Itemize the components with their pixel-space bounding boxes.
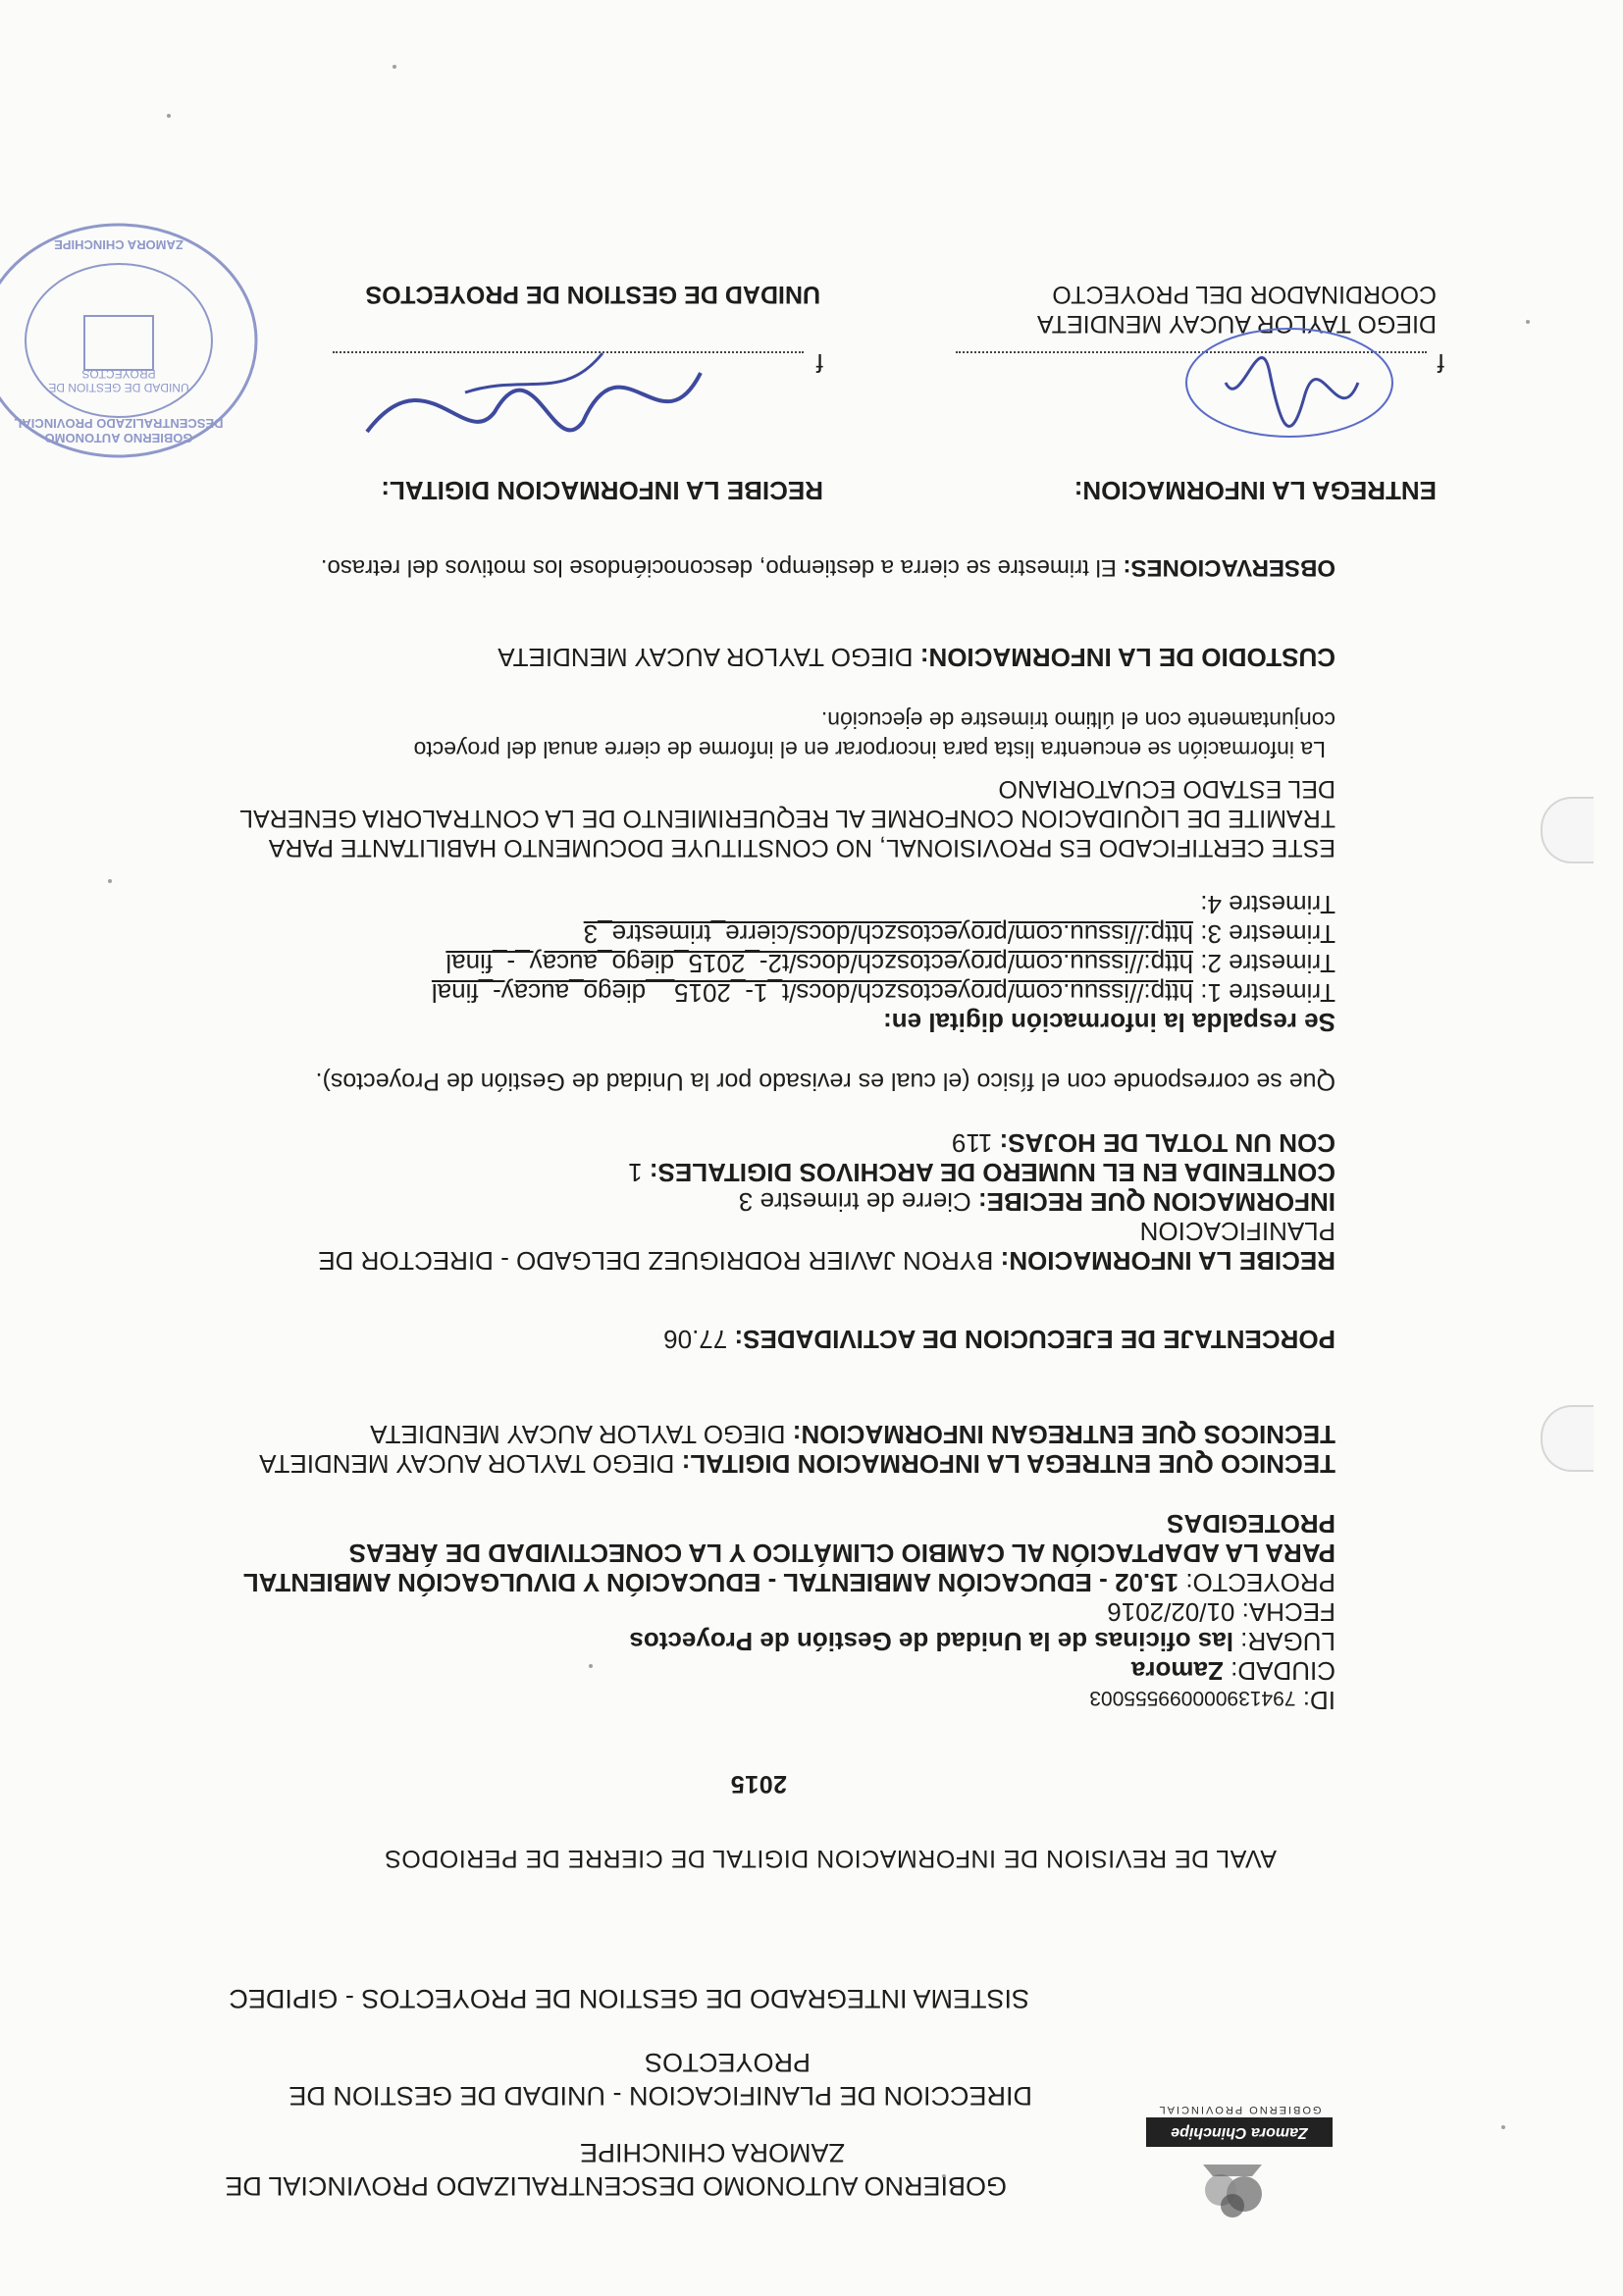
- scan-speck: [108, 879, 112, 883]
- left-signer-name: DIEGO TAYLOR AUCAY MENDIETA: [1036, 310, 1437, 338]
- proyecto-line2: PARA LA ADAPTACIÓN AL CAMBIO CLIMÁTICO Y LA CONECTIVIDAD DE ÁREAS: [348, 1539, 1335, 1568]
- proyecto-line1: 15.02 - EDUCACIÓN AMBIENTAL - EDUCACIÓN Y DIVULGACIÓN AMBIENTAL: [242, 1568, 1179, 1597]
- respaldo-heading: Se respalda la información digital en:: [883, 1008, 1335, 1037]
- right-handwritten-signature: [347, 324, 720, 461]
- tecnicos-value: DIEGO TAYLOR AUCAY MENDIETA: [370, 1420, 786, 1449]
- scan-speck: [589, 1664, 593, 1668]
- hojas-label: CON UN TOTAL DE HOJAS:: [999, 1128, 1335, 1158]
- proyecto-row: [243, 1568, 1335, 1597]
- trimestre-label: Trimestre 3:: [1200, 919, 1335, 949]
- info-value: Cierre de trimestre 3: [738, 1187, 971, 1217]
- recibe-heading: RECIBE LA INFORMACION DIGITAL:: [381, 476, 823, 505]
- left-handwritten-signature: [1181, 324, 1397, 451]
- id-value: 794139000099555003: [1089, 1687, 1296, 1709]
- tecnico-row: [259, 1449, 1335, 1479]
- cert-line1: ESTE CERTIFICADO ES PROVISIONAL, NO CONSTITUYE DOCUMENTO HABILITANTE PARA: [268, 834, 1335, 861]
- hojas-value: 119: [951, 1128, 993, 1158]
- left-signer-role: COORDINADOR DEL PROYECTO: [1052, 281, 1437, 308]
- lista-line1: La información se encuentra lista para incorporar en el informe de cierre anual del proyecto: [413, 737, 1326, 762]
- proyecto-label: PROYECTO:: [1185, 1568, 1335, 1597]
- custodio-label: CUSTODIO DE LA INFORMACION:: [919, 643, 1335, 672]
- scan-speck: [167, 114, 171, 118]
- official-stamp: [0, 218, 261, 463]
- cert-line2: TRAMITE DE LIQUIDACION CONFORME AL REQUERIMIENTO DE LA CONTRALORIA GENERAL: [239, 805, 1335, 832]
- punch-hole: [1541, 1405, 1594, 1472]
- lista-line2: conjuntamente con el último trimestre de ejecución.: [820, 707, 1335, 733]
- trimestre-url[interactable]: http://issuu.com/proyectoszch/docs/t2-_2015_diego_aucay_-_final: [445, 949, 1194, 978]
- porcentaje-value: 77.06: [663, 1325, 728, 1354]
- stamp-bottom-text: ZAMORA CHINCHIPE: [54, 237, 183, 252]
- dept-line2: PROYECTOS: [644, 2048, 811, 2077]
- system-name: SISTEMA INTEGRADO DE GESTION DE PROYECTOS - GIPIDEC: [229, 1984, 1029, 2013]
- trimestre-label: Trimestre 2:: [1200, 949, 1335, 978]
- id-label: ID:: [1302, 1686, 1335, 1715]
- recibe-value-line2: PLANIFICACION: [1139, 1217, 1335, 1246]
- contenida-row: [628, 1158, 1335, 1187]
- scan-speck: [1501, 2125, 1505, 2129]
- punch-hole: [1541, 797, 1594, 863]
- scan-speck: [393, 65, 396, 69]
- contenida-label: CONTENIDA EN EL NUMERO DE ARCHIVOS DIGITALES:: [649, 1158, 1335, 1187]
- recibe-value-line1: BYRON JAVIER RODRIGUEZ DELGADO - DIRECTOR DE: [318, 1246, 994, 1276]
- trimestre-url[interactable]: http://issuu.com/proyectoszch/docs/t_1-_2015__diego_aucay-_final: [431, 978, 1194, 1008]
- hojas-row: [952, 1128, 1335, 1158]
- proyecto-line3: PROTEGIDAS: [1167, 1509, 1335, 1539]
- observaciones-label: OBSERVACIONES:: [1123, 554, 1335, 581]
- custodio-row: [497, 643, 1335, 672]
- document-year: 2015: [730, 1770, 787, 1798]
- right-signer-role: UNIDAD DE GESTION DE PROYECTOS: [365, 281, 820, 308]
- tecnico-label: TECNICO QUE ENTREGA LA INFORMACION DIGITAL:: [681, 1449, 1335, 1479]
- trimestre-row: [584, 919, 1335, 949]
- scan-speck: [1526, 320, 1530, 324]
- correspond-text: Que se corresponde con el físico (el cual es revisado por la Unidad de Gestión de Proyectos).: [315, 1068, 1335, 1095]
- lugar-value: las oficinas de la Unidad de Gestión de Proyectos: [629, 1627, 1233, 1656]
- porcentaje-row: [663, 1325, 1335, 1354]
- tecnico-value: DIEGO TAYLOR AUCAY MENDIETA: [259, 1449, 675, 1479]
- lugar-row: [629, 1627, 1335, 1656]
- right-signature-f: f: [815, 348, 823, 378]
- fecha-label: FECHA:: [1241, 1597, 1335, 1627]
- ciudad-row: [1131, 1656, 1335, 1686]
- custodio-value: DIEGO TAYLOR AUCAY MENDIETA: [497, 643, 914, 672]
- entrega-heading: ENTREGA LA INFORMACION:: [1073, 476, 1437, 505]
- org-name-line1: GOBIERNO AUTONOMO DESCENTRALIZADO PROVINCIAL DE: [225, 2171, 1007, 2201]
- org-name-line2: ZAMORA CHINCHIPE: [579, 2138, 845, 2167]
- trimestre-row: [445, 949, 1335, 978]
- recibe-row: [318, 1246, 1335, 1276]
- stamp-inner-text: UNIDAD DE GESTION DE PROYECTOS: [48, 367, 189, 394]
- logo-subtext: GOBIERNO PROVINCIAL: [1157, 2104, 1322, 2115]
- info-row: [739, 1187, 1335, 1217]
- cert-line3: DEL ESTADO ECUATORIANO: [998, 775, 1335, 803]
- fecha-row: [1107, 1597, 1335, 1627]
- trimestre-row: [432, 978, 1335, 1008]
- tecnicos-label: TECNICOS QUE ENTREGAN INFORMACION:: [792, 1420, 1335, 1449]
- provincial-logo: [1146, 2076, 1333, 2223]
- ciudad-label: CIUDAD:: [1230, 1656, 1335, 1686]
- ciudad-value: Zamora: [1130, 1656, 1224, 1686]
- observaciones-row: [321, 552, 1335, 582]
- logo-text: Zamora Chinchipe: [1146, 2117, 1333, 2147]
- trimestre-label: Trimestre 4:: [1200, 890, 1335, 919]
- logo-emblem-icon: [1193, 2153, 1272, 2223]
- observaciones-value: El trimestre se cierra a destiempo, desconociéndose los motivos del retraso.: [320, 554, 1117, 581]
- info-label: INFORMACION QUE RECIBE:: [978, 1187, 1335, 1217]
- fecha-value: 01/02/2016: [1107, 1597, 1235, 1627]
- id-row: [1089, 1683, 1335, 1715]
- trimestre-url[interactable]: http://issuu.com/proyectoszch/docs/cierre_trimestre_3: [583, 919, 1194, 949]
- recibe-label: RECIBE LA INFORMACION:: [1000, 1246, 1335, 1276]
- left-signature-f: f: [1437, 348, 1444, 378]
- lugar-label: LUGAR:: [1240, 1627, 1335, 1656]
- porcentaje-label: PORCENTAJE DE EJECUCION DE ACTIVIDADES:: [734, 1325, 1335, 1354]
- trimestre-row: [1200, 890, 1335, 919]
- document-title: AVAL DE REVISION DE INFORMACION DIGITAL DE CIERRE DE PERIODOS: [384, 1845, 1277, 1872]
- trimestre-label: Trimestre 1:: [1200, 978, 1335, 1008]
- contenida-value: 1: [628, 1158, 643, 1187]
- tecnicos-row: [370, 1420, 1335, 1449]
- stamp-outer-text: GOBIERNO AUTONOMO DESCENTRALIZADO PROVINCIAL: [14, 416, 224, 445]
- dept-line1: DIRECCION DE PLANIFICACION - UNIDAD DE GESTION DE: [288, 2081, 1032, 2111]
